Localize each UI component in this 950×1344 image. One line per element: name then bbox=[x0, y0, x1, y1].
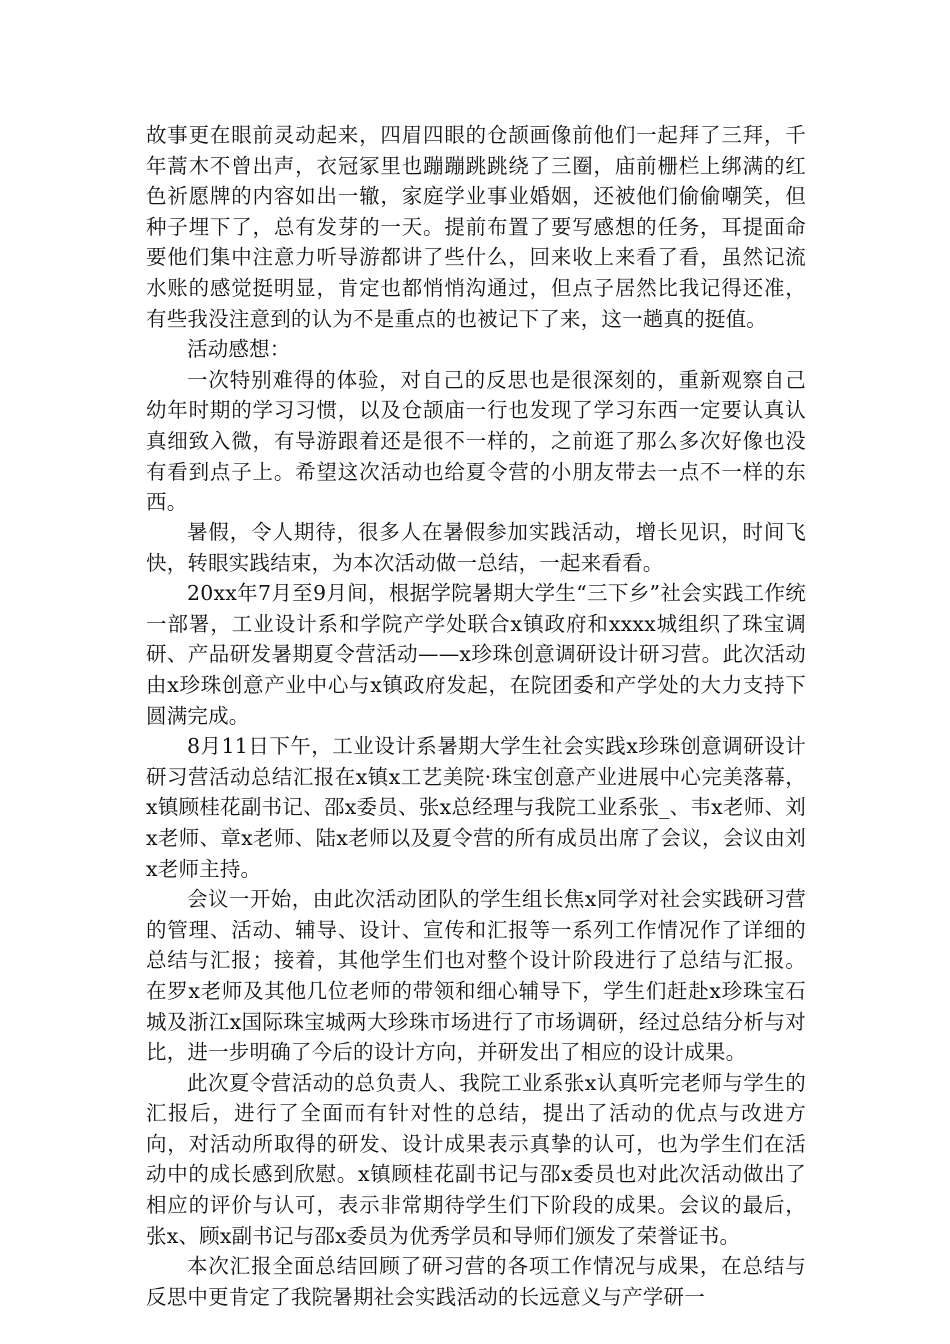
report-paragraph: 会议一开始，由此次活动团队的学生组长焦x同学对社会实践研习营的管理、活动、辅导、设计、宣传和汇报等一系列工作情况作了详细的总结与汇报；接着，其他学生们也对整个设计阶段进行了总结与汇报。在罗x老师及其他几位老师的带领和细心辅导下，学生们赶赴x珍珠宝石城及浙江x国际珠宝城两大珍珠市场进行了市场调研，经过总结分析与对比，进一步明确了今后的设计方向，并研发出了相应的设计成果。 bbox=[146, 887, 806, 1065]
reflection-heading: 活动感想： bbox=[187, 337, 291, 362]
meeting-paragraph: 8月11日下午，工业设计系暑期大学生社会实践x珍珠创意调研设计研习营活动总结汇报在x镇x工艺美院·珠宝创意产业进展中心完美落幕，x镇顾桂花副书记、邵x委员、张x总经理与我院工业系张_、韦x老师、刘x老师、章x老师、陆x老师以及夏令营的所有成员出席了会议，会议由刘x老师主持。 bbox=[146, 734, 806, 881]
section-two bbox=[146, 517, 806, 1312]
background-paragraph: 20xx年7月至9月间，根据学院暑期大学生“三下乡”社会实践工作统一部署，工业设计系和学院产学处联合x镇政府和xxxx城组织了珠宝调研、产品研发暑期夏令营活动——x珍珠创意调研设计研习营。此次活动由x珍珠创意产业中心与x镇政府发起，在院团委和产学处的大力支持下圆满完成。 bbox=[146, 581, 806, 728]
reflection-paragraph: 一次特别难得的体验，对自己的反思也是很深刻的，重新观察自己幼年时期的学习习惯，以及仓颉庙一行也发现了学习东西一定要认真认真细致入微，有导游跟着还是很不一样的，之前逛了那么多次好像也没有看到点子上。希望这次活动也给夏令营的小朋友带去一点不一样的东西。 bbox=[146, 367, 806, 515]
section-one bbox=[146, 120, 806, 518]
intro-paragraph: 暑假，令人期待，很多人在暑假参加实践活动，增长见识，时间飞快，转眼实践结束，为本次活动做一总结，一起来看看。 bbox=[146, 520, 806, 575]
story-paragraph: 故事更在眼前灵动起来，四眉四眼的仓颉画像前他们一起拜了三拜，千年蒿木不曾出声，衣冠冢里也蹦蹦跳跳绕了三圈，庙前栅栏上绑满的红色祈愿牌的内容如出一辙，家庭学业事业婚姻，还被他们偷偷嘲笑，但种子埋下了，总有发芽的一天。提前布置了要写感想的任务，耳提面命要他们集中注意力听导游都讲了些什么，回来收上来看了看，虽然记流水账的感觉挺明显，肯定也都悄悄沟通过，但点子居然比我记得还准，有些我没注意到的认为不是重点的也被记下了来，这一趟真的挺值。 bbox=[146, 123, 806, 331]
evaluation-paragraph: 此次夏令营活动的总负责人、我院工业系张x认真听完老师与学生的汇报后，进行了全面而有针对性的总结，提出了活动的优点与改进方向，对活动所取得的研发、设计成果表示真挚的认可，也为学生们在活动中的成长感到欣慰。x镇顾桂花副书记与邵x委员也对此次活动做出了相应的评价与认可，表示非常期待学生们下阶段的成果。会议的最后，张x、顾x副书记与邵x委员为优秀学员和导师们颁发了荣誉证书。 bbox=[146, 1070, 806, 1248]
conclusion-paragraph: 本次汇报全面总结回顾了研习营的各项工作情况与成果，在总结与反思中更肯定了我院暑期社会实践活动的长远意义与产学研一 bbox=[146, 1254, 806, 1309]
